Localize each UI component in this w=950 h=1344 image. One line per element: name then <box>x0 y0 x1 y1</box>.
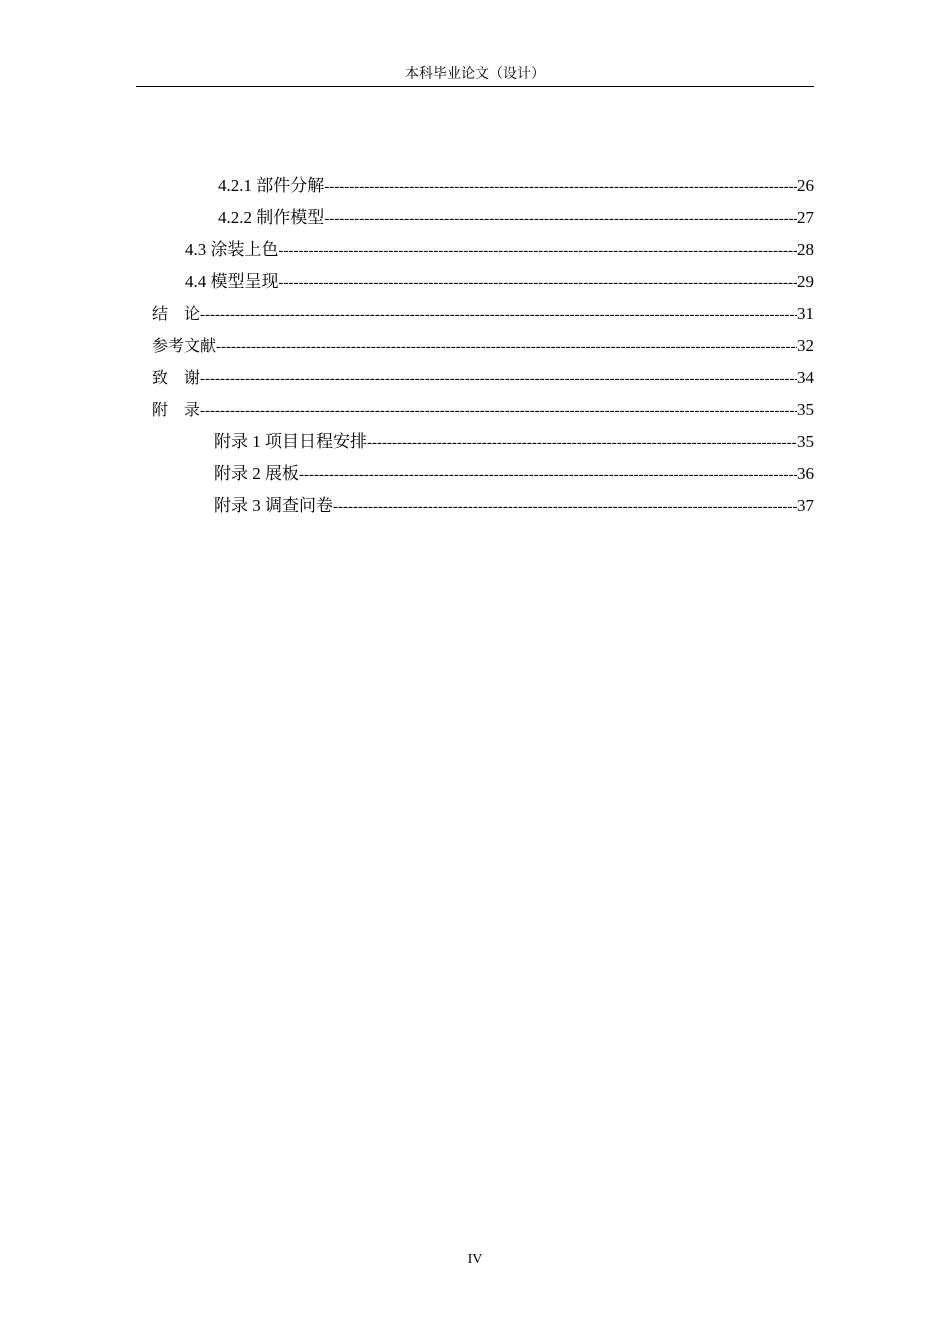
toc-leader <box>299 462 797 488</box>
toc-leader <box>200 398 797 424</box>
toc-entry-page: 37 <box>797 496 814 515</box>
toc-entry[interactable] <box>152 333 814 365</box>
toc-entry-page: 35 <box>797 432 814 451</box>
header-rule <box>136 86 814 87</box>
toc-entry-page: 34 <box>797 368 814 387</box>
page-number: IV <box>467 1252 483 1267</box>
toc-entry-label: 附 录 <box>152 400 201 419</box>
table-of-contents <box>152 173 814 525</box>
toc-entry[interactable] <box>152 205 814 237</box>
toc-entry[interactable] <box>152 429 814 461</box>
toc-leader <box>279 238 798 264</box>
toc-leader <box>324 206 797 232</box>
toc-entry[interactable] <box>152 493 814 525</box>
toc-entry-label: 附录 3 调查问卷 <box>214 496 333 515</box>
toc-entry-page: 36 <box>797 464 814 483</box>
toc-entry-page: 29 <box>797 272 814 291</box>
toc-leader <box>216 334 797 360</box>
toc-entry-label: 4.2.2 制作模型 <box>218 208 325 227</box>
toc-entry-label: 附录 2 展板 <box>214 464 299 483</box>
toc-entry[interactable] <box>152 461 814 493</box>
toc-entry-page: 27 <box>797 208 814 227</box>
toc-entry-page: 28 <box>797 240 814 259</box>
toc-entry[interactable] <box>152 237 814 269</box>
toc-entry-label: 参考文献 <box>152 336 217 355</box>
toc-entry-label: 附录 1 项目日程安排 <box>214 432 367 451</box>
toc-entry[interactable] <box>152 301 814 333</box>
toc-leader <box>367 430 797 456</box>
toc-entry[interactable] <box>152 365 814 397</box>
toc-leader <box>200 302 797 328</box>
running-header: 本科毕业论文（设计） <box>405 67 545 82</box>
toc-entry-page: 26 <box>797 176 814 195</box>
toc-leader <box>333 494 797 520</box>
toc-entry-page: 35 <box>797 400 814 419</box>
toc-entry-label: 致 谢 <box>152 368 201 387</box>
toc-entry[interactable] <box>152 269 814 301</box>
toc-entry-label: 4.4 模型呈现 <box>185 272 279 291</box>
toc-entry-label: 结 论 <box>152 304 201 323</box>
toc-entry-page: 31 <box>797 304 814 323</box>
toc-entry[interactable] <box>152 397 814 429</box>
toc-leader <box>200 366 797 392</box>
toc-entry-label: 4.3 涂装上色 <box>185 240 279 259</box>
toc-entry[interactable] <box>152 173 814 205</box>
toc-leader <box>279 270 798 296</box>
toc-entry-page: 32 <box>797 336 814 355</box>
toc-entry-label: 4.2.1 部件分解 <box>218 176 325 195</box>
toc-leader <box>324 174 797 200</box>
